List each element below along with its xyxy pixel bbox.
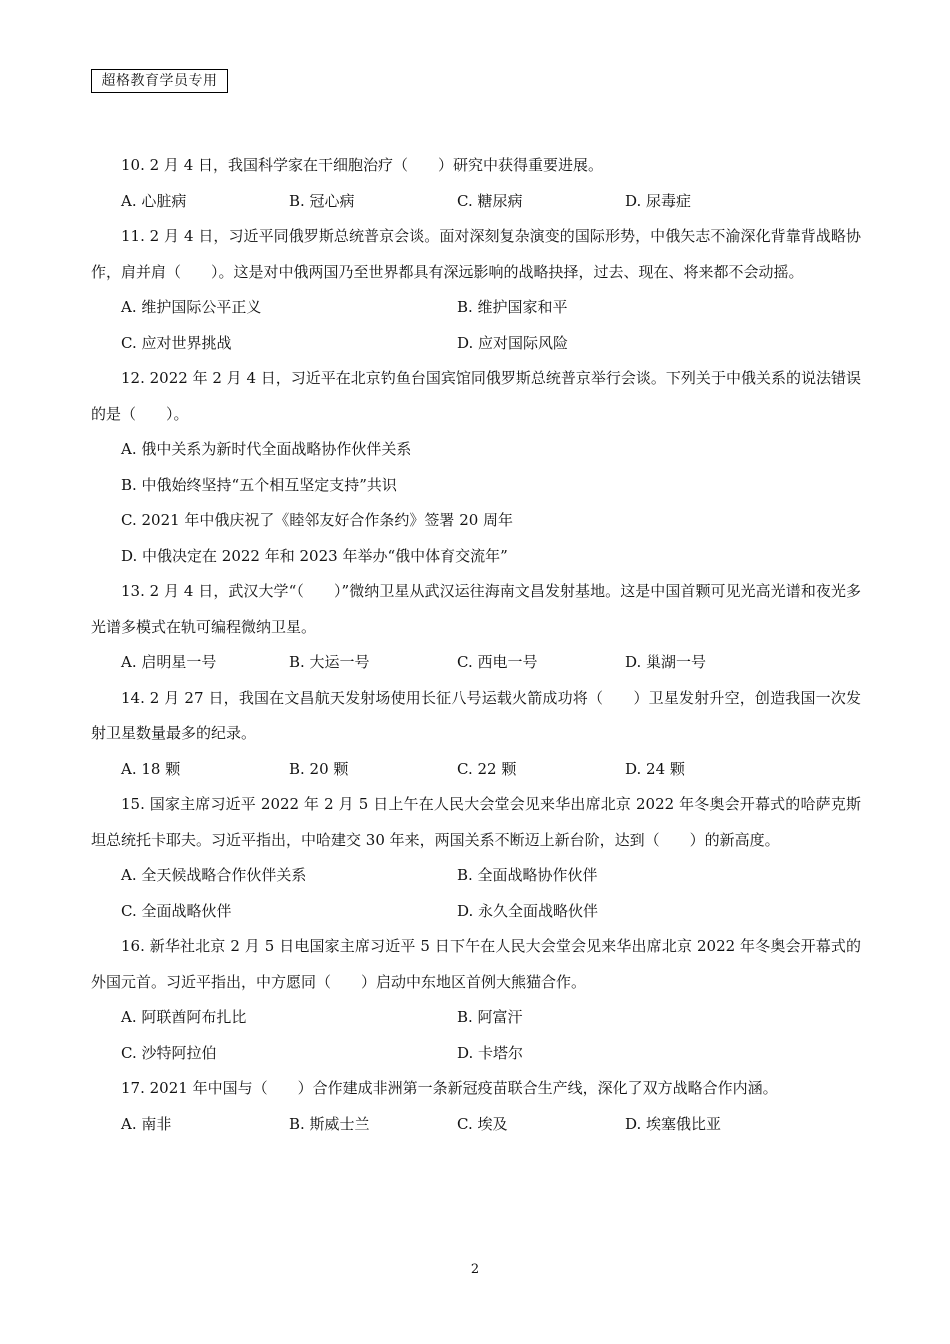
question-11 bbox=[91, 219, 861, 361]
question-15 bbox=[91, 787, 861, 929]
option-d: D. 应对国际风险 bbox=[457, 333, 569, 352]
option-d: D. 卡塔尔 bbox=[457, 1043, 524, 1062]
option-b: B. 冠心病 bbox=[289, 191, 355, 210]
option-d: D. 尿毒症 bbox=[625, 191, 692, 210]
question-stem: 13. 2 月 4 日，武汉大学“（ ）”微纳卫星从武汉运往海南文昌发射基地。这是中国首颗可见光高光谱和夜光多光谱多模式在轨可编程微纳卫星。 bbox=[91, 582, 861, 636]
option-c: C. 西电一号 bbox=[457, 653, 538, 671]
question-stem: 11. 2 月 4 日，习近平同俄罗斯总统普京会谈。面对深刻复杂演变的国际形势，中俄矢志不渝深化背靠背战略协作，肩并肩（ ）。这是对中俄两国乃至世界都具有深远影响的战略抉择，过去、现在、将来都不会动摇。 bbox=[91, 227, 861, 281]
question-stem: 14. 2 月 27 日，我国在文昌航天发射场使用长征八号运载火箭成功将（ ）卫星发射升空，创造我国一次发射卫星数量最多的纪录。 bbox=[91, 688, 861, 742]
option-c: C. 全面战略伙伴 bbox=[121, 901, 232, 920]
question-13 bbox=[91, 574, 861, 681]
option-c: C. 22 颗 bbox=[457, 759, 517, 778]
option-b: B. 维护国家和平 bbox=[457, 298, 568, 316]
options-row bbox=[91, 1036, 861, 1072]
option-d: D. 中俄决定在 2022 年和 2023 年举办“俄中体育交流年” bbox=[121, 546, 508, 565]
options-row bbox=[91, 184, 861, 220]
options-row bbox=[91, 858, 861, 894]
question-stem: 17. 2021 年中国与（ ）合作建成非洲第一条新冠疫苗联合生产线，深化了双方战略合作内涵。 bbox=[121, 1079, 778, 1097]
options-row bbox=[91, 1000, 861, 1036]
option-a: A. 阿联酋阿布扎比 bbox=[121, 1008, 247, 1026]
question-stem: 16. 新华社北京 2 月 5 日电国家主席习近平 5 日下午在人民大会堂会见来华出席北京 2022 年冬奥会开幕式的外国元首。习近平指出，中方愿同（ ）启动中东地区首例大熊猫合作。 bbox=[91, 937, 861, 991]
option-a: A. 全天候战略合作伙伴关系 bbox=[121, 866, 307, 884]
option-a: A. 维护国际公平正义 bbox=[121, 298, 262, 316]
option-c: C. 糖尿病 bbox=[457, 191, 523, 210]
options-row bbox=[91, 752, 861, 788]
header-label: 超格教育学员专用 bbox=[91, 69, 228, 93]
option-c: C. 沙特阿拉伯 bbox=[121, 1043, 217, 1062]
options-row bbox=[91, 326, 861, 362]
option-b: B. 阿富汗 bbox=[457, 1008, 523, 1026]
question-stem: 12. 2022 年 2 月 4 日，习近平在北京钓鱼台国宾馆同俄罗斯总统普京举行会谈。下列关于中俄关系的说法错误的是（ ）。 bbox=[91, 369, 861, 423]
option-c: C. 应对世界挑战 bbox=[121, 333, 232, 352]
option-a: A. 南非 bbox=[121, 1114, 172, 1133]
option-a: A. 启明星一号 bbox=[121, 653, 217, 671]
options-stack bbox=[91, 432, 861, 574]
option-d: D. 24 颗 bbox=[625, 759, 685, 778]
question-17 bbox=[91, 1071, 861, 1142]
option-b: B. 大运一号 bbox=[289, 653, 370, 671]
question-14 bbox=[91, 681, 861, 788]
page-number: 2 bbox=[470, 1262, 480, 1277]
option-b: B. 全面战略协作伙伴 bbox=[457, 866, 598, 884]
option-c: C. 埃及 bbox=[457, 1114, 508, 1133]
option-a: A. 心脏病 bbox=[121, 191, 187, 210]
option-d: D. 埃塞俄比亚 bbox=[625, 1114, 722, 1133]
option-b: B. 20 颗 bbox=[289, 759, 349, 778]
option-a: A. 18 颗 bbox=[121, 759, 181, 778]
question-10 bbox=[91, 148, 861, 219]
question-16 bbox=[91, 929, 861, 1071]
option-d: D. 巢湖一号 bbox=[625, 653, 707, 671]
question-12 bbox=[91, 361, 861, 574]
question-stem: 10. 2 月 4 日，我国科学家在干细胞治疗（ ）研究中获得重要进展。 bbox=[121, 156, 604, 174]
option-b: B. 斯威士兰 bbox=[289, 1114, 370, 1133]
option-d: D. 永久全面战略伙伴 bbox=[457, 901, 599, 920]
question-stem: 15. 国家主席习近平 2022 年 2 月 5 日上午在人民大会堂会见来华出席北京 2022 年冬奥会开幕式的哈萨克斯坦总统托卡耶夫。习近平指出，中哈建交 30 年来，两国关系不断迈上新台阶，达到（ ）的新高度。 bbox=[91, 795, 861, 849]
option-c: C. 2021 年中俄庆祝了《睦邻友好合作条约》签署 20 周年 bbox=[121, 511, 514, 529]
option-b: B. 中俄始终坚持“五个相互坚定支持”共识 bbox=[121, 475, 397, 494]
options-row bbox=[91, 645, 861, 681]
question-list bbox=[91, 148, 861, 1142]
options-row bbox=[91, 290, 861, 326]
option-a: A. 俄中关系为新时代全面战略协作伙伴关系 bbox=[121, 440, 412, 458]
options-row bbox=[91, 894, 861, 930]
options-row bbox=[91, 1107, 861, 1143]
